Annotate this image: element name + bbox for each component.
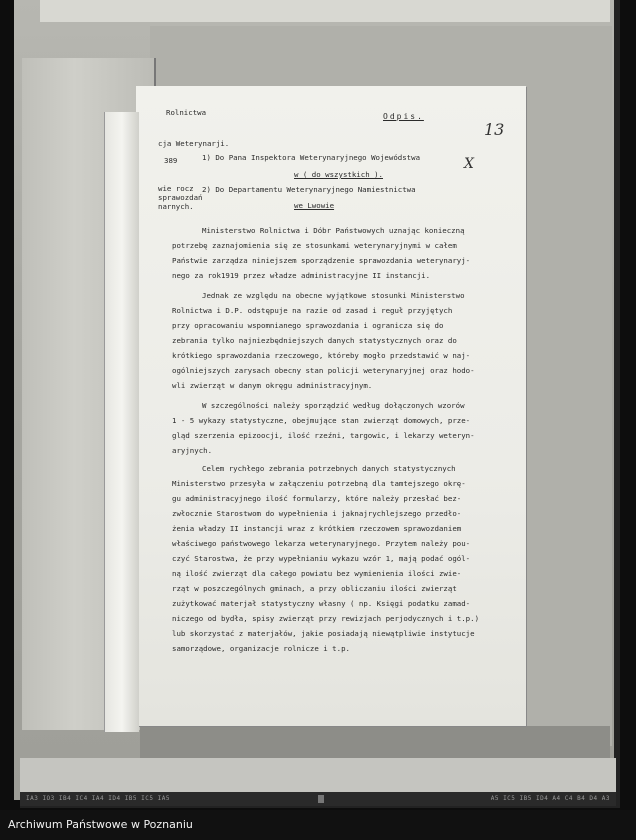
body-line: rząt w poszczególnych gminach, a przy obliczaniu ilości zwierząt: [172, 584, 457, 593]
recipient-2: 2) Do Departamentu Weterynaryjnego Namiestnictwa: [202, 185, 416, 194]
body-line: lub skorzystać z materjałów, jakie posiadają niewątpliwie instytucje: [172, 629, 475, 638]
body-line: zebrania tylko najniezbędniejszych danych statystycznych oraz do: [172, 336, 457, 345]
archive-name: Archiwum Państwowe w Poznaniu: [8, 818, 193, 831]
header-fragment: wie rocz: [158, 184, 194, 193]
body-line: Rolnictwa i D.P. odstępuje na razie od zasad i reguł przyjętych: [172, 306, 453, 315]
page-shadow: [140, 726, 610, 758]
recipient-1: 1) Do Pana Inspektora Weterynaryjnego Wojewódstwa: [202, 153, 421, 162]
body-line: Państwie zarządza niniejszem sporządzenie sprawozdania weterynaryj-: [172, 256, 471, 265]
body-line: zużytkować materjał statystyczny własny ( np. Księgi podatku zamad-: [172, 599, 471, 608]
header-fragment: cja Weterynarji.: [158, 139, 230, 148]
document-page: [136, 86, 526, 726]
body-line: niczego od bydła, spisy zwierząt przy rewizjach perjodycznych i t.p.): [172, 614, 480, 623]
body-line: samorządowe, organizacje rolnicze i t.p.: [172, 644, 350, 653]
body-line: 1 - 5 wykazy statystyczne, obejmujące stan zwierząt domowych, prze-: [172, 416, 471, 425]
body-line: krótkiego sprawozdania rzeczowego, któreby mogło przedstawić w naj-: [172, 351, 471, 360]
archive-footer: [0, 810, 636, 840]
header-fragment: 389: [164, 156, 178, 165]
body-line: potrzebę zaznajomienia się ze stosunkami weterynaryjnymi w całem: [172, 241, 457, 250]
body-line: Jednak ze względu na obecne wyjątkowe stosunki Ministerstwo: [202, 291, 465, 300]
handwritten-number: 13: [484, 120, 505, 139]
scan-ruler: [20, 792, 616, 806]
folded-sheet-edge: [104, 112, 139, 732]
body-line: czyć Starostwa, że przy wypełnianiu wykazu wzór 1, mają podać ogól-: [172, 554, 471, 563]
bottom-band: [20, 758, 616, 792]
body-line: żenia władzy II instancji wraz z krótkiem rzeczowem sprawozdaniem: [172, 524, 462, 533]
body-line: Ministerstwo przesyła w załączeniu potrzebną dla tamtejszego okrę-: [172, 479, 466, 488]
body-line: gu administracyjnego ilość formularzy, które należy przesłać bez-: [172, 494, 462, 503]
body-line: W szczególności należy sporządzić według dołączonych wzorów: [202, 401, 465, 410]
body-line: ogólniejszych zarysach obecny stan policji weterynaryjnej oraz hodo-: [172, 366, 475, 375]
top-paper-strip: [40, 0, 610, 22]
recipient-2-place: we Lwowie: [294, 201, 335, 210]
recipient-1-note: w ( do wszystkich ).: [294, 170, 383, 179]
copy-label: Odpis.: [383, 112, 424, 121]
header-fragment: sprawozdań: [158, 193, 203, 202]
header-fragment: narnych.: [158, 202, 194, 211]
ruler-center-mark: [318, 795, 324, 803]
body-line: Ministerstwo Rolnictwa i Dóbr Państwowych uznając konieczną: [202, 226, 465, 235]
body-line: Celem rychłego zebrania potrzebnych danych statystycznych: [202, 464, 456, 473]
body-line: zwłocznie Starostwom do wypełnienia i jaknajrychlejszego przedło-: [172, 509, 462, 518]
body-line: nego za rok1919 przez władze administracyjne II instancji.: [172, 271, 431, 280]
ruler-right-text: A5 IC5 IB5 ID4 A4 C4 B4 D4 A3: [490, 795, 610, 802]
body-line: gląd szerzenia epizoocji, ilość rzeźni, targowic, i lekarzy weteryn-: [172, 431, 475, 440]
header-fragment: Rolnictwa: [166, 108, 207, 117]
body-line: przy opracowaniu wspomnianego sprawozdania i ogranicza się do: [172, 321, 444, 330]
body-line: wli zwierząt w danym okręgu administracyjnym.: [172, 381, 373, 390]
body-line: ną ilość zwierząt dla całego powiatu bez wymienienia ilości zwie-: [172, 569, 462, 578]
handwritten-mark: X: [464, 156, 474, 172]
body-line: właściwego państwowego lekarza weterynaryjnego. Przytem należy pou-: [172, 539, 471, 548]
ruler-left-text: IA3 IO3 IB4 IC4 IA4 ID4 IB5 IC5 IA5: [26, 795, 170, 802]
body-line: aryjnych.: [172, 446, 213, 455]
